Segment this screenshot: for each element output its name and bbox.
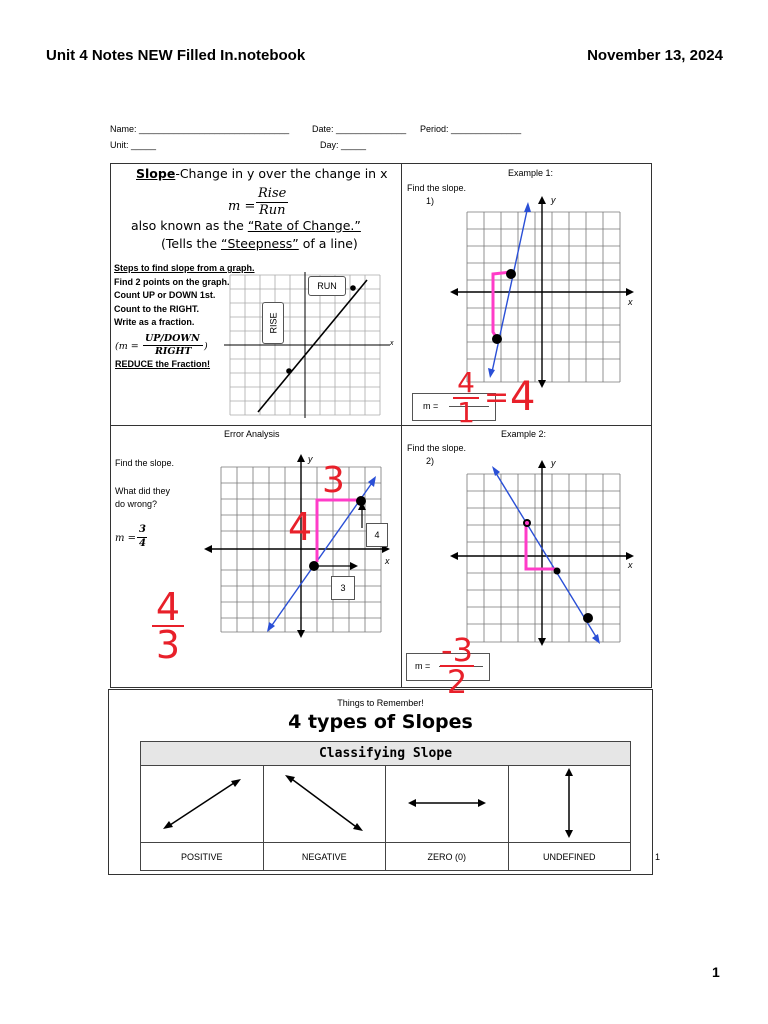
error-num: 3 bbox=[139, 524, 146, 535]
positive-slope-arrow-icon bbox=[157, 773, 247, 833]
ex1-hand-eq: = bbox=[484, 380, 510, 415]
undefined-slope-cell bbox=[508, 766, 631, 843]
error-question-2: do wrong? bbox=[115, 499, 158, 509]
steps-title: Steps to find slope from a graph. bbox=[114, 263, 255, 273]
formula-m: m = bbox=[228, 199, 256, 214]
step-3: Count to the RIGHT. bbox=[114, 303, 199, 314]
example2-graph bbox=[450, 456, 650, 646]
notebook-page-number: 1 bbox=[712, 964, 720, 980]
step-1: Find 2 points on the graph. bbox=[114, 276, 230, 287]
step-4: Write as a fraction. bbox=[114, 317, 195, 327]
slope-title-rest: -Change in y over the change in x bbox=[175, 166, 388, 181]
error-hand-den: 3 bbox=[155, 623, 181, 667]
example2-prompt: Find the slope. bbox=[407, 443, 467, 453]
error-run-box bbox=[331, 576, 355, 600]
negative-slope-cell bbox=[263, 766, 386, 843]
error-box3-label: 3 bbox=[340, 583, 346, 593]
slope-title bbox=[136, 166, 387, 181]
error-title: Error Analysis bbox=[224, 429, 280, 439]
error-hand-num: 4 bbox=[155, 585, 181, 629]
aka-text: also known as the bbox=[131, 218, 248, 233]
error-hand-fraction bbox=[150, 585, 186, 667]
ex2-handwritten-fraction bbox=[432, 631, 482, 701]
ex2-hand-den: 2 bbox=[446, 663, 468, 701]
label-undefined: UNDEFINED bbox=[508, 843, 631, 871]
step-2: Count UP or DOWN 1st. bbox=[114, 290, 216, 300]
ex2-axis-x: x bbox=[628, 560, 633, 570]
example1-prompt: Find the slope. bbox=[407, 183, 467, 193]
formula-run: Run bbox=[259, 203, 286, 218]
label-zero: ZERO (0) bbox=[386, 843, 509, 871]
remember-small-title: Things to Remember! bbox=[337, 698, 424, 708]
slope-word: Slope bbox=[136, 166, 176, 181]
ex2-point-top-mark bbox=[525, 521, 529, 525]
example2-number: 2) bbox=[426, 456, 435, 466]
frac-m: (m = bbox=[115, 341, 139, 352]
negative-slope-arrow-icon bbox=[279, 773, 369, 833]
frac-num: UP/DOWN bbox=[145, 333, 200, 344]
run-label: RUN bbox=[317, 281, 337, 291]
tells-line bbox=[161, 236, 358, 251]
aka-line bbox=[131, 218, 361, 233]
formula-rise: Rise bbox=[258, 186, 287, 201]
example1-title: Example 1: bbox=[508, 168, 554, 178]
def-axis-x: x bbox=[390, 340, 394, 347]
frac-den: RIGHT bbox=[155, 346, 192, 357]
rise-label: RISE bbox=[268, 312, 279, 334]
error-prompt: Find the slope. bbox=[115, 458, 175, 468]
def-point-1 bbox=[286, 368, 292, 374]
error-m: m = bbox=[115, 533, 137, 544]
classifying-slope-header bbox=[141, 742, 631, 766]
page-date: November 13, 2024 bbox=[587, 47, 723, 64]
date-field: Date: ______________ bbox=[312, 124, 407, 134]
ex1-handwritten-fraction bbox=[451, 366, 481, 429]
rate-of-change: “Rate of Change.” bbox=[247, 218, 361, 233]
label-negative: NEGATIVE bbox=[263, 843, 386, 871]
example1-number: 1) bbox=[426, 196, 435, 206]
reduce-note: REDUCE the Fraction! bbox=[115, 359, 211, 369]
zero-slope-cell bbox=[386, 766, 509, 843]
example2-title: Example 2: bbox=[501, 429, 547, 439]
label-positive: POSITIVE bbox=[141, 843, 264, 871]
remember-title: 4 types of Slopes bbox=[288, 711, 473, 733]
ex1-point-top bbox=[506, 269, 516, 279]
day-field: Day: _____ bbox=[320, 140, 367, 150]
ex1-point-bottom bbox=[492, 334, 502, 344]
run-box bbox=[308, 276, 346, 296]
error-den: 4 bbox=[139, 538, 146, 549]
frac-close-paren: ) bbox=[204, 341, 208, 352]
error-point-top bbox=[356, 496, 366, 506]
classifying-slope-table bbox=[140, 741, 631, 871]
period-field: Period: ______________ bbox=[420, 124, 522, 134]
zero-slope-arrow-icon bbox=[402, 773, 492, 833]
tells-text: (Tells the bbox=[161, 236, 221, 251]
positive-slope-cell bbox=[141, 766, 264, 843]
ex1-axis-y: y bbox=[551, 195, 556, 205]
undefined-slope-arrow-icon bbox=[524, 766, 614, 840]
tells-end: of a line) bbox=[298, 236, 358, 251]
worksheet-page-number: 1 bbox=[655, 852, 661, 862]
name-field: Name: ______________________________ bbox=[110, 124, 290, 134]
ex2-point-mid bbox=[554, 568, 561, 575]
error-point-bottom bbox=[309, 561, 319, 571]
error-hand-4: 4 bbox=[288, 505, 313, 549]
notebook-title: Unit 4 Notes NEW Filled In.notebook bbox=[46, 47, 306, 64]
example1-graph bbox=[450, 192, 650, 392]
def-point-2 bbox=[350, 285, 356, 291]
error-axis-x: x bbox=[385, 556, 390, 566]
ex2-m-label: m = bbox=[415, 661, 431, 671]
unit-field: Unit: _____ bbox=[110, 140, 157, 150]
classifying-slope-title: Classifying Slope bbox=[318, 746, 453, 761]
ex1-hand-num: 4 bbox=[457, 366, 475, 399]
steepness: “Steepness” bbox=[221, 236, 299, 251]
error-question-1: What did they bbox=[115, 486, 171, 496]
ex1-hand-answer: 4 bbox=[510, 374, 536, 420]
rise-box bbox=[262, 302, 284, 344]
ex2-axis-y: y bbox=[551, 458, 556, 468]
error-hand-3: 3 bbox=[322, 460, 345, 501]
error-rise-box bbox=[366, 523, 388, 547]
ex2-hand-num: -3 bbox=[441, 631, 473, 669]
error-box4-label: 4 bbox=[374, 530, 380, 540]
ex1-axis-x: x bbox=[628, 297, 633, 307]
ex1-hand-den: 1 bbox=[457, 396, 475, 429]
ex1-m-label: m = bbox=[423, 401, 439, 411]
ex2-point-bottom bbox=[583, 613, 593, 623]
error-axis-y: y bbox=[308, 454, 313, 464]
